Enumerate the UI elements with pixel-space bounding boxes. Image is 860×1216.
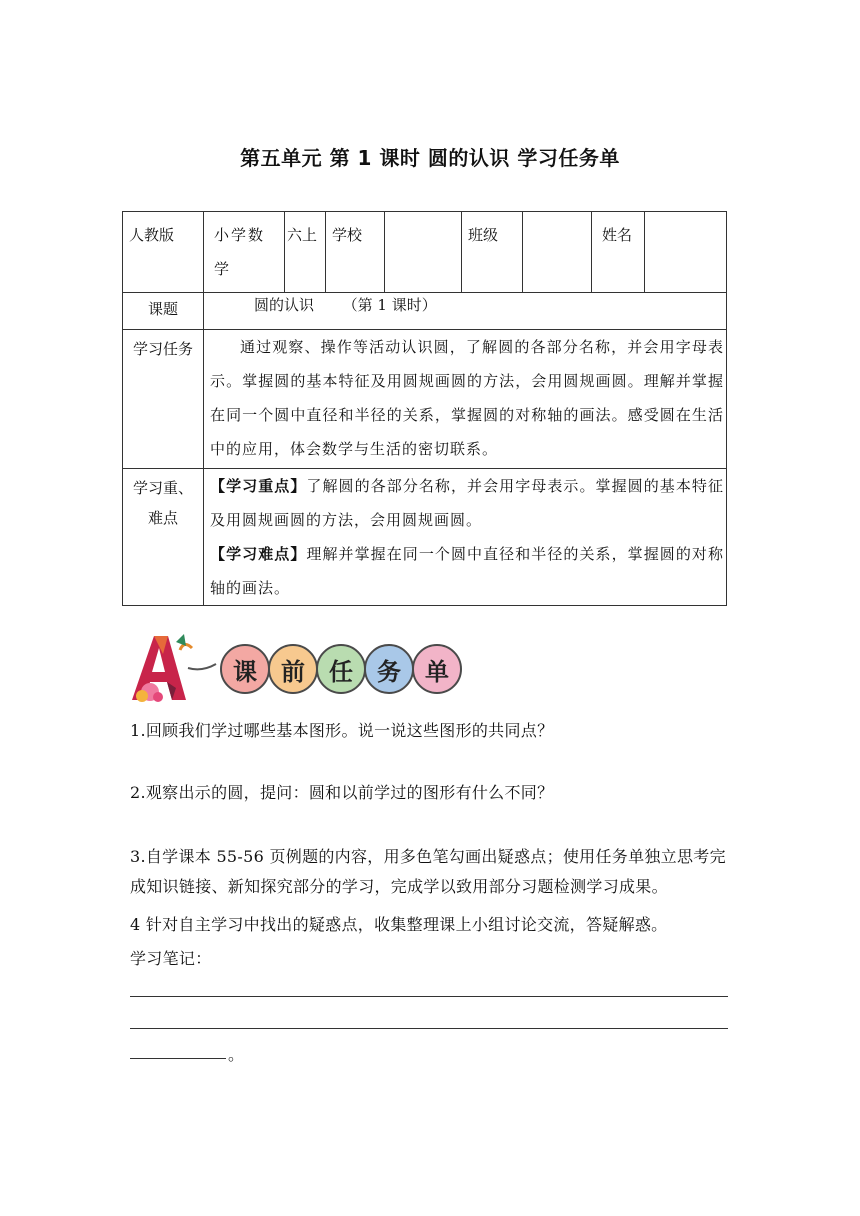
name-value[interactable] [645,212,727,293]
task-item-4: 4 针对自主学习中找出的疑惑点，收集整理课上小组讨论交流，答疑解惑。 [130,915,668,934]
class-label: 班级 [462,212,523,293]
focus-cell [204,469,727,606]
school-label: 学校 [326,212,385,293]
task-item-1: 1.回顾我们学过哪些基本图形。说一说这些图形的共同点？ [130,721,554,740]
page-title: 第五单元 第 1 课时 圆的认识 学习任务单 [240,146,620,170]
notes-line-3[interactable] [130,1058,226,1059]
notes-line-2[interactable] [130,1028,728,1029]
publisher-cell: 人教版 [123,212,204,293]
subject-cell: 小学数学 [204,212,285,293]
banner-char-5: 单 [412,644,462,694]
grade-cell: 六上 [285,212,326,293]
difficulty-tag: 【学习难点】 [210,545,307,563]
difficulty-text: 理解并掌握在同一个圆中直径和半径的关系，掌握圆的对称轴的画法。 [210,545,724,597]
name-label: 姓名 [592,212,645,293]
section-banner [128,632,468,704]
key-point-text: 了解圆的各部分名称，并会用字母表示。掌握圆的基本特征及用圆规画圆的方法，会用圆规画圆。 [210,477,724,529]
task-value: 通过观察、操作等活动认识圆，了解圆的各部分名称，并会用字母表示。掌握圆的基本特征及用圆规画圆的方法，会用圆规画圆。理解并掌握在同一个圆中直径和半径的关系，掌握圆的对称轴的画法。感受圆在生活中的应用，体会数学与生活的密切联系。 [204,330,727,469]
class-value[interactable] [523,212,592,293]
topic-value: 圆的认识 （第 1 课时） [204,293,727,330]
notes-line-1[interactable] [130,996,728,997]
notes-label: 学习笔记： [130,949,212,968]
banner-char-1: 课 [220,644,270,694]
banner-char-3: 任 [316,644,366,694]
banner-char-4: 务 [364,644,414,694]
task-label: 学习任务 [123,330,204,469]
topic-label: 课题 [123,293,204,330]
notes-end-mark: 。 [228,1045,245,1064]
task-item-2: 2.观察出示的圆，提问：圆和以前学过的图形有什么不同？ [130,783,554,802]
school-value[interactable] [385,212,462,293]
key-point-tag: 【学习重点】 [210,477,307,495]
task-item-3: 3.自学课本 55-56 页例题的内容，用多色笔勾画出疑惑点；使用任务单独立思考完成知识链接、新知探究部分的学习，完成学以致用部分习题检测学习成果。 [130,847,726,896]
focus-label: 学习重、难点 [123,469,204,606]
letter-a-logo [128,632,218,704]
banner-char-2: 前 [268,644,318,694]
info-table [122,211,727,606]
